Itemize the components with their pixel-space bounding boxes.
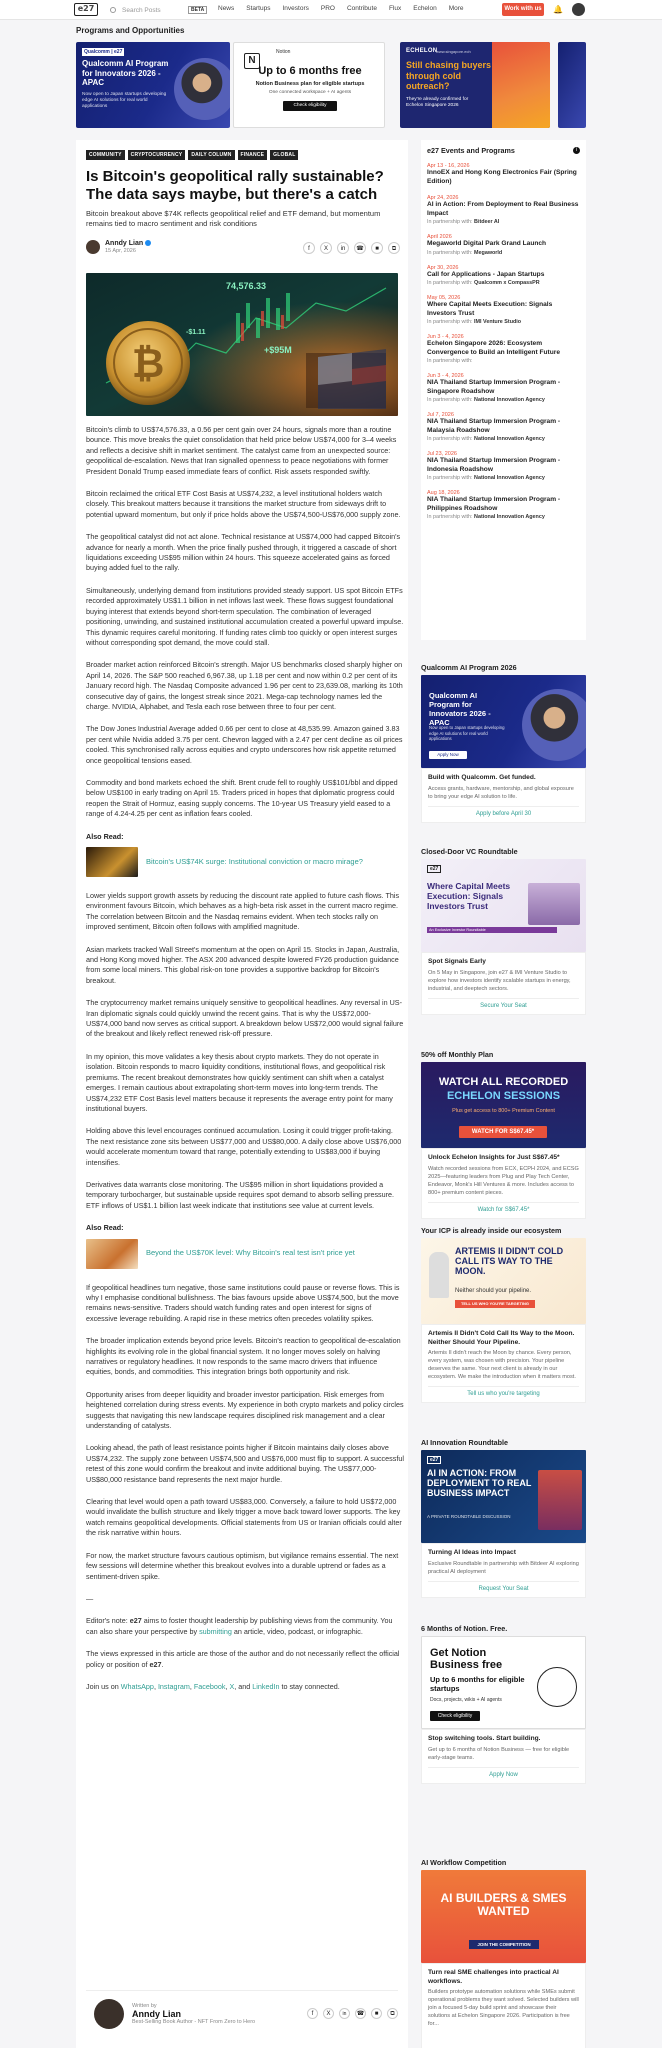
banner-title: Qualcomm AI Program for Innovators 2026 - APAC — [82, 59, 169, 87]
facebook-icon[interactable]: f — [307, 2008, 318, 2019]
nav-link-pro[interactable]: PRO — [320, 5, 335, 12]
event-date: Aug 18, 2026 — [427, 490, 460, 496]
banner-photo — [174, 58, 230, 120]
also-read-label: Also Read: — [86, 1223, 124, 1233]
join-us: Join us on WhatsApp, Instagram, Facebook, X, and LinkedIn to stay connected. — [86, 1681, 340, 1691]
box-image[interactable] — [421, 1870, 586, 1963]
whatsapp-icon[interactable]: ☎ — [354, 242, 366, 254]
event-title[interactable]: Echelon Singapore 2026: Ecosystem Convergence to Build an Intelligent Future — [427, 340, 560, 356]
event-title[interactable]: NIA Thailand Startup Immersion Program - Singapore Roadshow — [427, 379, 561, 395]
box-image-text: Now open to Japan startups developing edge AI solutions for real world applications — [429, 725, 505, 741]
article-subtitle: Bitcoin breakout above $74K reflects geopolitical relief and ETF demand, but momentum remains tied to macro sentiment and risk conditions — [86, 209, 381, 228]
nav-link-echelon[interactable]: Echelon — [413, 5, 437, 12]
paragraph: In my opinion, this move validates a key thesis about crypto markets. They do not operate in isolation. Bitcoin responds to macro liquidity conditions, institutional flows, and geopolitical risk premiums. The recent breakout demonstrates how quickly sentiment can shift when a catalyst emerges. I remain cautious about extrapolating short-term moves into long-term trends. The US$74,232 ETF Cost Basis level matters because it represents the average entry point for many institutional buyers. — [86, 1051, 393, 1113]
box-desc: Artemis II didn't reach the Moon by chance. Every person, every system, was chosen with precision. Your pipeline deserves the same. Your next client is already in our ecosystem. We make the introduction when it matters most. — [428, 1350, 576, 1380]
bio-avatar[interactable] — [94, 1999, 124, 2029]
box-image[interactable] — [421, 675, 586, 768]
box-image-logo: e27 — [427, 865, 441, 873]
banner-cta[interactable]: Check eligibility — [283, 101, 337, 111]
event-partner: In partnership with: Bitdeer AI — [427, 219, 500, 225]
events-list — [427, 163, 580, 523]
event-title[interactable]: Megaworld Digital Park Grand Launch — [427, 240, 547, 247]
box-title: 6 Months of Notion. Free. — [421, 1624, 508, 1633]
box-image-sub: A PRIVATE ROUNDTABLE DISCUSSION — [427, 1514, 511, 1519]
event-item[interactable] — [427, 334, 580, 367]
doodle-icon — [537, 1667, 577, 1707]
notion-logo-icon: N — [244, 53, 260, 69]
copy-link-icon[interactable]: ⧉ — [387, 2008, 398, 2019]
event-partner: In partnership with: National Innovation Agency — [427, 397, 545, 403]
event-item[interactable] — [427, 373, 580, 406]
box-photo — [522, 689, 586, 761]
info-icon[interactable]: i — [573, 147, 580, 154]
event-date: Apr 24, 2026 — [427, 195, 459, 201]
event-date: Jun 3 - 4, 2026 — [427, 334, 464, 340]
bio-label: Written by — [132, 2002, 157, 2009]
event-date: Apr 13 - 16, 2026 — [427, 163, 470, 169]
box-title: AI Innovation Roundtable — [421, 1438, 509, 1447]
hero-number: -$1.11 — [186, 329, 206, 336]
event-item[interactable] — [427, 265, 580, 290]
box-image-text: Docs, projects, wikis + AI agents — [430, 1697, 502, 1703]
paragraph: Opportunity arises from deeper liquidity and broader investor participation. Risk emerges from heightened correlation during stress events. My experience in both crypto markets and policy circles suggests that navigating this new landscape requires disciplined risk management and a clear understanding of catalysts. — [86, 1389, 404, 1431]
author-avatar[interactable] — [86, 240, 100, 254]
article-body — [86, 425, 404, 1704]
box-image[interactable] — [421, 1062, 586, 1148]
box-image-cta[interactable]: WATCH FOR S$67.45* — [459, 1126, 547, 1138]
also-read-link[interactable] — [86, 847, 404, 877]
events-title: e27 Events and Programs — [427, 145, 515, 155]
event-partner: In partnership with: National Innovation Agency — [427, 514, 545, 520]
svg-text:₿: ₿ — [131, 341, 165, 387]
user-avatar[interactable] — [572, 3, 585, 16]
x-icon[interactable]: X — [323, 2008, 334, 2019]
nav-link-contribute[interactable]: Contribute — [346, 5, 377, 12]
author-name[interactable]: Anndy Lian — [105, 240, 151, 247]
paragraph: Simultaneously, underlying demand from institutions provided steady support. US spot Bitcoin ETFs recorded approximately US$1.1 billion in net inflows last week. These flows suggest foundational buying interest that extends beyond short-term speculation. The combination of leveraged positioning, unwinding, and sustained institutional accumulation created a powerful upward impulse. This dynamic requires careful monitoring. If funding rates climb too quickly or open interest surges without corresponding spot demand, the move could stall. — [86, 585, 404, 647]
event-item[interactable] — [427, 234, 580, 259]
event-partner: In partnership with: IMI Venture Studio — [427, 319, 522, 325]
event-item[interactable] — [427, 163, 580, 189]
box-cta[interactable]: Request Your Seat — [428, 1581, 579, 1592]
event-title[interactable]: InnoEX and Hong Kong Electronics Fair (Spring Edition) — [427, 169, 577, 185]
box-cta[interactable]: Watch for S$67.45* — [428, 1202, 579, 1213]
bio-name[interactable]: Anndy Lian — [132, 2008, 181, 2019]
nav-link-investors[interactable]: Investors — [282, 5, 309, 12]
banner-brand: Qualcomm | e27 — [84, 49, 123, 55]
vc-roundtable-box — [421, 847, 586, 1015]
box-image-title: Get Notion Business free — [430, 1647, 503, 1671]
event-item[interactable] — [427, 412, 580, 445]
event-date: May 05, 2026 — [427, 295, 461, 301]
box-heading: Stop switching tools. Start building. — [428, 1735, 541, 1742]
search-icon — [110, 7, 116, 13]
box-image[interactable] — [421, 1450, 586, 1543]
nav-link-more[interactable]: More — [448, 5, 464, 12]
event-title[interactable]: NIA Thailand Startup Immersion Program - Philippines Roadshow — [427, 496, 561, 512]
ai-workflow-box — [421, 1858, 586, 2048]
qualcomm-program-box — [421, 663, 586, 823]
event-date: Jul 23, 2026 — [427, 451, 457, 457]
event-date: April 2026 — [427, 234, 452, 240]
paragraph: Asian markets tracked Wall Street's momentum at the open on April 15. Stocks in Japan, Australia, and Hong Kong moved higher. The ASX 200 advanced despite lowered FY26 production guidance from some local miners. This global risk-on tone provides a supportive backdrop for Bitcoin's breakout. — [86, 944, 400, 985]
beta-badge: BETA — [188, 6, 207, 14]
box-heading: Unlock Echelon Insights for Just S$67.45* — [428, 1154, 560, 1161]
box-heading: Turn real SME challenges into practical AI workflows. — [428, 1969, 559, 1985]
ai-roundtable-box — [421, 1438, 586, 1598]
box-image-sub: Up to 6 months for eligible startups — [430, 1675, 525, 1693]
banner-url: www.singapore.ech — [436, 49, 471, 54]
event-item[interactable] — [427, 295, 580, 328]
box-desc: Get up to 6 months of Notion Business — free for eligible early-stage teams. — [428, 1746, 570, 1761]
event-partner: In partnership with: — [427, 358, 473, 364]
x-icon[interactable]: X — [320, 242, 332, 254]
disclaimer: The views expressed in this article are those of the author and do not necessarily reflect the official policy or position of e27. — [86, 1649, 400, 1669]
box-cta[interactable]: Apply Now — [428, 1767, 579, 1778]
nav-link-flux[interactable]: Flux — [388, 5, 402, 12]
box-image[interactable] — [421, 1238, 586, 1324]
banner-text2: One connected workspace + AI agents — [268, 90, 352, 95]
bookmark-icon[interactable]: ■ — [371, 242, 383, 254]
separator-dash: — — [86, 1593, 94, 1603]
publish-date: 15 Apr, 2026 — [105, 248, 136, 254]
box-heading: Turning AI Ideas into Impact — [428, 1549, 516, 1556]
tag[interactable]: DAILY COLUMN — [188, 150, 234, 160]
event-partner: In partnership with: Qualcomm x CompassPR — [427, 280, 540, 286]
box-title: 50% off Monthly Plan — [421, 1050, 494, 1059]
hero-illustration — [86, 273, 398, 416]
search-input[interactable]: Search Posts — [122, 6, 161, 14]
box-image-logo: e27 — [427, 1456, 441, 1464]
bio-desc: Best-Selling Book Author - NFT From Zero to Hero — [132, 2018, 256, 2025]
also-read-label: Also Read: — [86, 831, 124, 841]
hero-image — [86, 273, 398, 416]
box-title: Closed-Door VC Roundtable — [421, 847, 518, 856]
linkedin-link[interactable]: LinkedIn — [252, 1681, 280, 1691]
article-title: Is Bitcoin's geopolitical rally sustainable? The data says maybe, but there's a catch — [86, 168, 384, 203]
box-desc: Exclusive Roundtable in partnership with Bitdeer AI exploring practical AI deployment — [428, 1560, 579, 1575]
event-date: Apr 30, 2026 — [427, 264, 459, 271]
banner-text: They're already confirmed for Echelon Singapore 2026 — [406, 97, 469, 108]
tag[interactable]: COMMUNITY — [86, 150, 125, 160]
box-heading: Spot Signals Early — [428, 958, 486, 965]
event-title[interactable]: NIA Thailand Startup Immersion Program - Indonesia Roadshow — [427, 457, 561, 473]
event-title[interactable]: Where Capital Meets Execution: Signals Investors Trust — [427, 301, 553, 317]
paragraph: Clearing that level would open a path toward US$83,000. Conversely, a failure to hold US$72,000 would invalidate the bullish structure and likely trigger a move back toward lower supports. The key watch remains geopolitical developments. Official statements from US or Iranian officials could alter the risk narrative within hours. — [86, 1497, 402, 1538]
hero-number: 74,576.33 — [226, 281, 267, 291]
event-title[interactable]: NIA Thailand Startup Immersion Program - Malaysia Roadshow — [427, 418, 561, 434]
box-title: AI Workflow Competition — [421, 1858, 507, 1867]
box-image-sub: An Exclusive Investor Roundtable — [427, 927, 557, 933]
top-nav — [0, 0, 662, 20]
box-image-sub: Plus get access to 800+ Premium Content — [452, 1108, 555, 1114]
echelon-banner[interactable] — [400, 42, 550, 128]
event-partner: In partnership with: Megaworld — [427, 249, 503, 256]
box-image[interactable] — [421, 1636, 586, 1729]
work-with-us-button[interactable]: Work with us — [502, 3, 544, 16]
event-partner: In partnership with: National Innovation Agency — [427, 475, 545, 481]
paragraph: For now, the market structure favours cautious optimism, but vigilance remains essential. The next few sessions will determine whether this breakout evolves into a durable uptrend or fades as a sentiment-driven spike. — [86, 1550, 399, 1581]
bio-share-bar — [307, 2008, 398, 2019]
box-image-cta[interactable]: Check eligibility — [430, 1711, 480, 1721]
next-banner-peek[interactable] — [558, 42, 586, 128]
tag-list — [86, 150, 298, 160]
box-cta[interactable]: Tell us who you're targeting — [428, 1386, 579, 1397]
paragraph: The geopolitical catalyst did not act alone. Technical resistance at US$74,000 had capped Bitcoin's advance for nearly a month. When the price finally pushed through, it triggered a cascade of short liquidations exceeding US$95 million within 24 hours. This squeeze accelerated gains as forced buying added fuel to the rally. — [86, 532, 401, 573]
linkedin-icon[interactable]: in — [337, 242, 349, 254]
paragraph: Bitcoin reclaimed the critical ETF Cost Basis at US$74,232, a level institutional holders watch closely. This breakout matters because it transitions the market structure from sideways drift to potential upward momentum, but only if price holds above the US$74,500-US$76,000 supply zone. — [86, 489, 401, 519]
box-cta[interactable]: Apply before April 30 — [428, 806, 579, 817]
facebook-icon[interactable]: f — [303, 242, 315, 254]
share-bar — [303, 242, 400, 254]
box-image-cta[interactable]: Apply Now — [429, 751, 467, 759]
box-desc: Watch recorded sessions from ECX, ECPH 2024, and ECSG 2025—featuring leaders from Plug and Play Tech Center, Endeavor, Monk's Hill Ventures & more. Includes access to 800+ premium content pieces. — [428, 1165, 579, 1196]
box-photo — [538, 1470, 582, 1530]
also-read-title[interactable]: Beyond the US$70K level: Why Bitcoin's real test isn't price yet — [146, 1248, 355, 1258]
paragraph: The broader implication extends beyond price levels. Bitcoin's reaction to geopolitical de-escalation highlights its evolving role in the global financial system. It no longer moves solely on halving narratives or regulatory headlines. It now responds to the same macro drivers that influence equities, bonds, and commodities. This integration brings both opportunity and risk. — [86, 1336, 401, 1377]
echelon-plan-box — [421, 1050, 586, 1219]
box-image-sub: Neither should your pipeline. — [455, 1288, 532, 1294]
nav-links — [218, 5, 476, 12]
also-read-thumbnail — [86, 847, 138, 877]
banner-brand: ECHELON — [406, 48, 438, 54]
nav-link-startups[interactable]: Startups — [246, 5, 271, 12]
paragraph: The Dow Jones Industrial Average added 0.66 per cent to close at 48,535.99. Amazon gained 3.83 per cent while Nvidia added 3.75 per cent. Chevron lagged with a 2.47 per cent decline as oil prices cooled. This synchronised rally across equities and crypto underscores how risk appetite returned once geopolitical tensions eased. — [86, 724, 403, 765]
x-link[interactable]: X — [229, 1681, 235, 1691]
editors-note: Editor's note: e27 aims to foster thought leadership by publishing views from the community. You can also share your perspective by submitting an article, video, podcast, or infographic. — [86, 1616, 393, 1636]
event-item[interactable] — [427, 451, 580, 484]
box-image-title: AI IN ACTION: FROM DEPLOYMENT TO REAL BUSINESS IMPACT — [427, 1468, 532, 1498]
author-bio — [86, 1990, 398, 2036]
whatsapp-link[interactable]: WhatsApp — [120, 1681, 154, 1691]
copy-link-icon[interactable]: ⧉ — [388, 242, 400, 254]
submit-link[interactable]: submitting — [199, 1626, 232, 1636]
instagram-link[interactable]: Instagram — [157, 1681, 190, 1691]
author-block — [86, 240, 151, 254]
box-desc: On 5 May in Singapore, join e27 & IMI Venture Studio to explore how investors identify scalable startups in energy, industrial, and deeptech sectors. — [428, 969, 571, 992]
e27-logo[interactable]: e27 — [74, 3, 98, 16]
event-item[interactable] — [427, 195, 580, 228]
paragraph: Bitcoin's climb to US$74,576.33, a 0.56 per cent gain over 24 hours, signals more than a routine bounce. This move breaks the quiet consolidation that held price below US$74,000 for 3–4 weeks and reflects a decisive shift in market sentiment. The catalyst came from an unexpected source: geopolitical de-escalation. News that Iran signalled openness to peace negotiations with former President Donald Trump eased immediate fears of conflict. Risk assets responded swiftly. — [86, 425, 397, 476]
event-title[interactable]: AI in Action: From Deployment to Real Business Impact — [427, 201, 579, 217]
box-heading: Artemis II Didn't Cold Call Its Way to the Moon. Neither Should Your Pipeline. — [428, 1330, 575, 1346]
banner-text: Notion Business plan for eligible startups — [255, 81, 365, 87]
notion-banner[interactable] — [233, 42, 385, 128]
box-title: Your ICP is already inside our ecosystem — [421, 1226, 562, 1235]
verified-icon — [145, 240, 151, 246]
rocket-icon — [429, 1252, 449, 1298]
box-image-title: AI BUILDERS & SMES WANTED — [440, 1891, 567, 1918]
box-heading: Build with Qualcomm. Get funded. — [428, 774, 536, 781]
notion-box — [421, 1624, 586, 1784]
paragraph: Commodity and bond markets echoed the shift. Brent crude fell to roughly US$101/bbl and dipped below US$100 in early trading on April 15. Traders priced in hopes that diplomatic progress could reopen the Strait of Hormuz, easing supply concerns. The 10-year US Treasury yield eased to a range of 4.24-4.25 per cent as inflation fears cooled. — [86, 777, 398, 819]
tag[interactable]: CRYPTOCURRENCY — [128, 150, 186, 160]
box-desc: Access grants, hardware, mentorship, and global exposure to bring your edge AI solution to life. — [428, 785, 574, 800]
event-date: Jul 7, 2026 — [427, 412, 454, 418]
paragraph: Holding above this level encourages continued accumulation. Losing it could trigger profit-taking. The next resistance zone sits between US$77,000 and US$80,000. A daily close above US$76,000 would accelerate momentum toward that range, potentially extending to US$83,000 if buying intensifies. — [86, 1126, 402, 1167]
also-read-title[interactable]: Bitcoin's US$74K surge: Institutional conviction or macro mirage? — [146, 856, 363, 866]
nav-link-news[interactable]: News — [218, 5, 235, 12]
hero-number: +$95M — [264, 345, 292, 355]
qualcomm-banner[interactable] — [76, 42, 230, 128]
paragraph: Broader market action reinforced Bitcoin's strength. Major US benchmarks closed sharply higher on April 14, 2026. The S&P 500 reached 6,967.38, up 1.18 per cent and now within 0.2 per cent of its January record high. The Nasdaq Composite advanced 1.96 per cent to 23,639.08, marking its 10th consecutive day of gains, the longest streak since 2021. Mega-cap technology names led the charge. NVIDIA, Alphabet, and Tesla each rose between three to four per cent. — [86, 660, 403, 711]
whatsapp-icon[interactable]: ☎ — [355, 2008, 366, 2019]
box-image-title: WATCH ALL RECORDED — [438, 1076, 569, 1088]
event-date: Jun 3 - 4, 2026 — [427, 373, 464, 379]
event-title[interactable]: Call for Applications - Japan Startups — [427, 270, 545, 278]
programs-title: Programs and Opportunities — [76, 26, 185, 35]
linkedin-icon[interactable]: in — [339, 2008, 350, 2019]
tag[interactable]: GLOBAL — [270, 150, 298, 160]
box-image-title: Qualcomm AI Program for Innovators 2026 - APAC — [429, 691, 491, 727]
bell-icon[interactable]: 🔔 — [553, 5, 563, 14]
box-image-cta[interactable]: JOIN THE COMPETITION — [469, 1940, 539, 1949]
banner-title: Up to 6 months free — [258, 65, 362, 77]
paragraph: Derivatives data warrants close monitoring. The US$95 million in short liquidations provided a temporary turbocharger, but sustainable upside requires spot demand to absorb selling pressure. ETF inflows of US$1.1 billion last week indicate that institutions see value at current levels. — [86, 1179, 395, 1210]
events-panel — [421, 140, 586, 640]
box-photo — [528, 883, 580, 925]
banner-photo — [492, 42, 550, 128]
banner-brand: Notion — [276, 49, 291, 55]
paragraph: The cryptocurrency market remains uniquely sensitive to geopolitical headlines. Any reversal in US-Iran diplomatic signals could quickly unwind the recent gains. That is why the US$72,000-US$74,000 band now serves as critical support. A breakdown below US$72,000 would signal failure of the breakout and likely reflect renewed risk-off pressure. — [86, 998, 404, 1039]
also-read-link[interactable] — [86, 1239, 404, 1269]
icp-box — [421, 1226, 586, 1403]
box-title: Qualcomm AI Program 2026 — [421, 663, 517, 672]
box-image-title: Where Capital Meets Execution: Signals Investors Trust — [427, 881, 511, 911]
facebook-link[interactable]: Facebook — [193, 1681, 226, 1691]
tag[interactable]: FINANCE — [238, 150, 268, 160]
event-partner: In partnership with: National Innovation Agency — [427, 436, 545, 442]
box-image-title: ARTEMIS II DIDN'T COLD CALL ITS WAY TO THE MOON. — [455, 1246, 564, 1276]
box-image-cta[interactable]: TELL US WHO YOU'RE TARGETING — [455, 1300, 535, 1308]
box-cta[interactable]: Secure Your Seat — [428, 998, 579, 1009]
event-item[interactable] — [427, 490, 580, 523]
banner-text: Now open to Japan startups developing edge AI solutions for real world applications — [82, 92, 167, 109]
banner-title: Still chasing buyers through cold outreach? — [406, 60, 492, 91]
box-image[interactable] — [421, 859, 586, 952]
box-desc: Builders prototype automation solutions while SMEs submit operational problems they want solved. Selected builders will join a focused 5-day build sprint and showcase their solutions at Echelon Singapore 2026. Participation is free for... — [428, 1989, 579, 2027]
paragraph: Lower yields support growth assets by reducing the discount rate applied to future cash flows. This environment favours Bitcoin, which behaves as a high-beta risk asset in the current macro regime. The correlation between Bitcoin and the Nasdaq remains evident. When tech stocks rally on improved sentiment, Bitcoin often follows with amplified magnitude. — [86, 891, 400, 932]
paragraph: If geopolitical headlines turn negative, those same institutions could pause or reverse flows. This is why I emphasise conditional bullishness. The bias favours upside above US$74,500, but the move remains news-sensitive. Traders should watch funding rates and open interest for signs of excessive leverage rebuilding. A rapid rise in these metrics often precedes volatility spikes. — [86, 1282, 400, 1323]
bookmark-icon[interactable]: ■ — [371, 2008, 382, 2019]
box-image-title2: ECHELON SESSIONS — [446, 1090, 561, 1102]
article — [76, 140, 408, 2048]
also-read-thumbnail — [86, 1239, 138, 1269]
paragraph: Looking ahead, the path of least resistance points higher if Bitcoin maintains daily closes above US$74,232. The supply zone between US$74,500 and US$76,000 must flip to support. A successful retest of this zone would confirm the breakout and invite additional buying. The US$77,000-US$80,000 resistance band represents the next major hurdle. — [86, 1443, 404, 1484]
